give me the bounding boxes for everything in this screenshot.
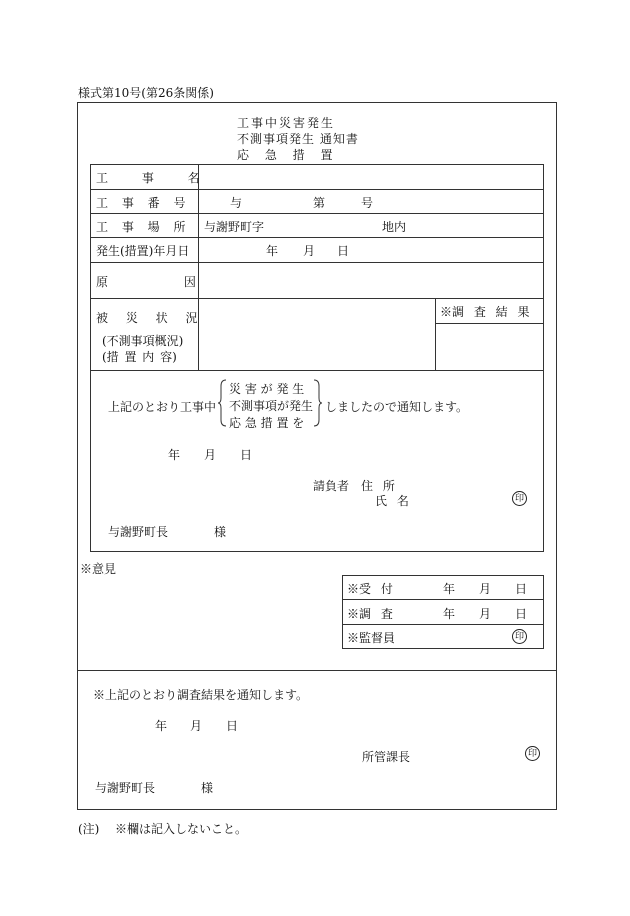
site-chinai: 地内 (382, 220, 407, 234)
title-line-1: 工事中災害発生 (237, 116, 336, 130)
result-month: 月 (190, 719, 203, 733)
notice-day: 日 (240, 448, 253, 462)
label-investigation-result: ※調 査 結 果 (440, 305, 530, 319)
result-notice-text: ※上記のとおり調査結果を通知します。 (93, 688, 309, 702)
note-label: (注) (78, 822, 100, 836)
notice-option-emergency: 応 急 措 置 を (229, 416, 305, 430)
notice-option-unforeseen: 不測事項が発生 (229, 399, 314, 413)
occurrence-day: 日 (337, 244, 350, 258)
notice-suffix: しましたので通知します。 (325, 400, 469, 414)
section-divider (77, 670, 557, 671)
number-go: 号 (361, 196, 374, 210)
occurrence-month: 月 (303, 244, 316, 258)
label-damage-status: 被 災 状 況 (96, 311, 198, 325)
result-addressee: 与謝野町長 (95, 781, 156, 795)
contractor-seal-icon: 印 (512, 491, 527, 506)
inspected-month: 月 (479, 607, 492, 621)
notice-year: 年 (168, 448, 181, 462)
form-number: 様式第10号(第26条関係) (78, 86, 214, 100)
label-construction-site: 工 事 場 所 (96, 220, 186, 234)
title-line-2: 不測事項発生 通知書 (237, 132, 359, 146)
address-label: 住 所 (361, 479, 395, 493)
supervisor-label: ※監督員 (347, 631, 396, 645)
section-chief-seal-icon: 印 (525, 746, 540, 761)
notice-month: 月 (204, 448, 217, 462)
inspected-label: ※調 査 (347, 607, 393, 621)
title-line-3: 応 急 措 置 (237, 148, 339, 162)
received-year: 年 (443, 582, 456, 596)
occurrence-year: 年 (266, 244, 279, 258)
notice-honorific: 様 (214, 525, 227, 539)
site-town: 与謝野町字 (204, 220, 265, 234)
label-occurrence-date: 発生(措置)年月日 (96, 244, 190, 258)
inspected-day: 日 (515, 607, 528, 621)
notice-addressee: 与謝野町長 (108, 525, 169, 539)
contractor-label: 請負者 (313, 479, 350, 493)
received-label: ※受 付 (347, 582, 393, 596)
opinion-label: ※意見 (80, 562, 117, 576)
label-emergency-details: (措 置 内 容) (102, 350, 177, 364)
label-construction-name: 工 事 名 (96, 171, 200, 185)
name-label: 氏 名 (375, 494, 409, 508)
notice-option-disaster: 災 害 が 発 生 (229, 382, 305, 396)
result-year: 年 (155, 719, 168, 733)
result-honorific: 様 (201, 781, 214, 795)
result-day: 日 (226, 719, 239, 733)
notice-prefix: 上記のとおり工事中 (108, 400, 217, 414)
number-dai: 第 (313, 196, 326, 210)
received-day: 日 (515, 582, 528, 596)
label-cause: 原 因 (96, 275, 196, 289)
label-construction-number: 工 事 番 号 (96, 196, 186, 210)
section-chief-label: 所管課長 (362, 750, 411, 764)
inspected-year: 年 (443, 607, 456, 621)
received-month: 月 (479, 582, 492, 596)
label-unforeseen-overview: (不測事項概況) (102, 334, 184, 348)
number-prefix: 与 (230, 196, 243, 210)
note-text: ※欄は記入しないこと。 (115, 822, 248, 836)
supervisor-seal-icon: 印 (512, 629, 527, 644)
